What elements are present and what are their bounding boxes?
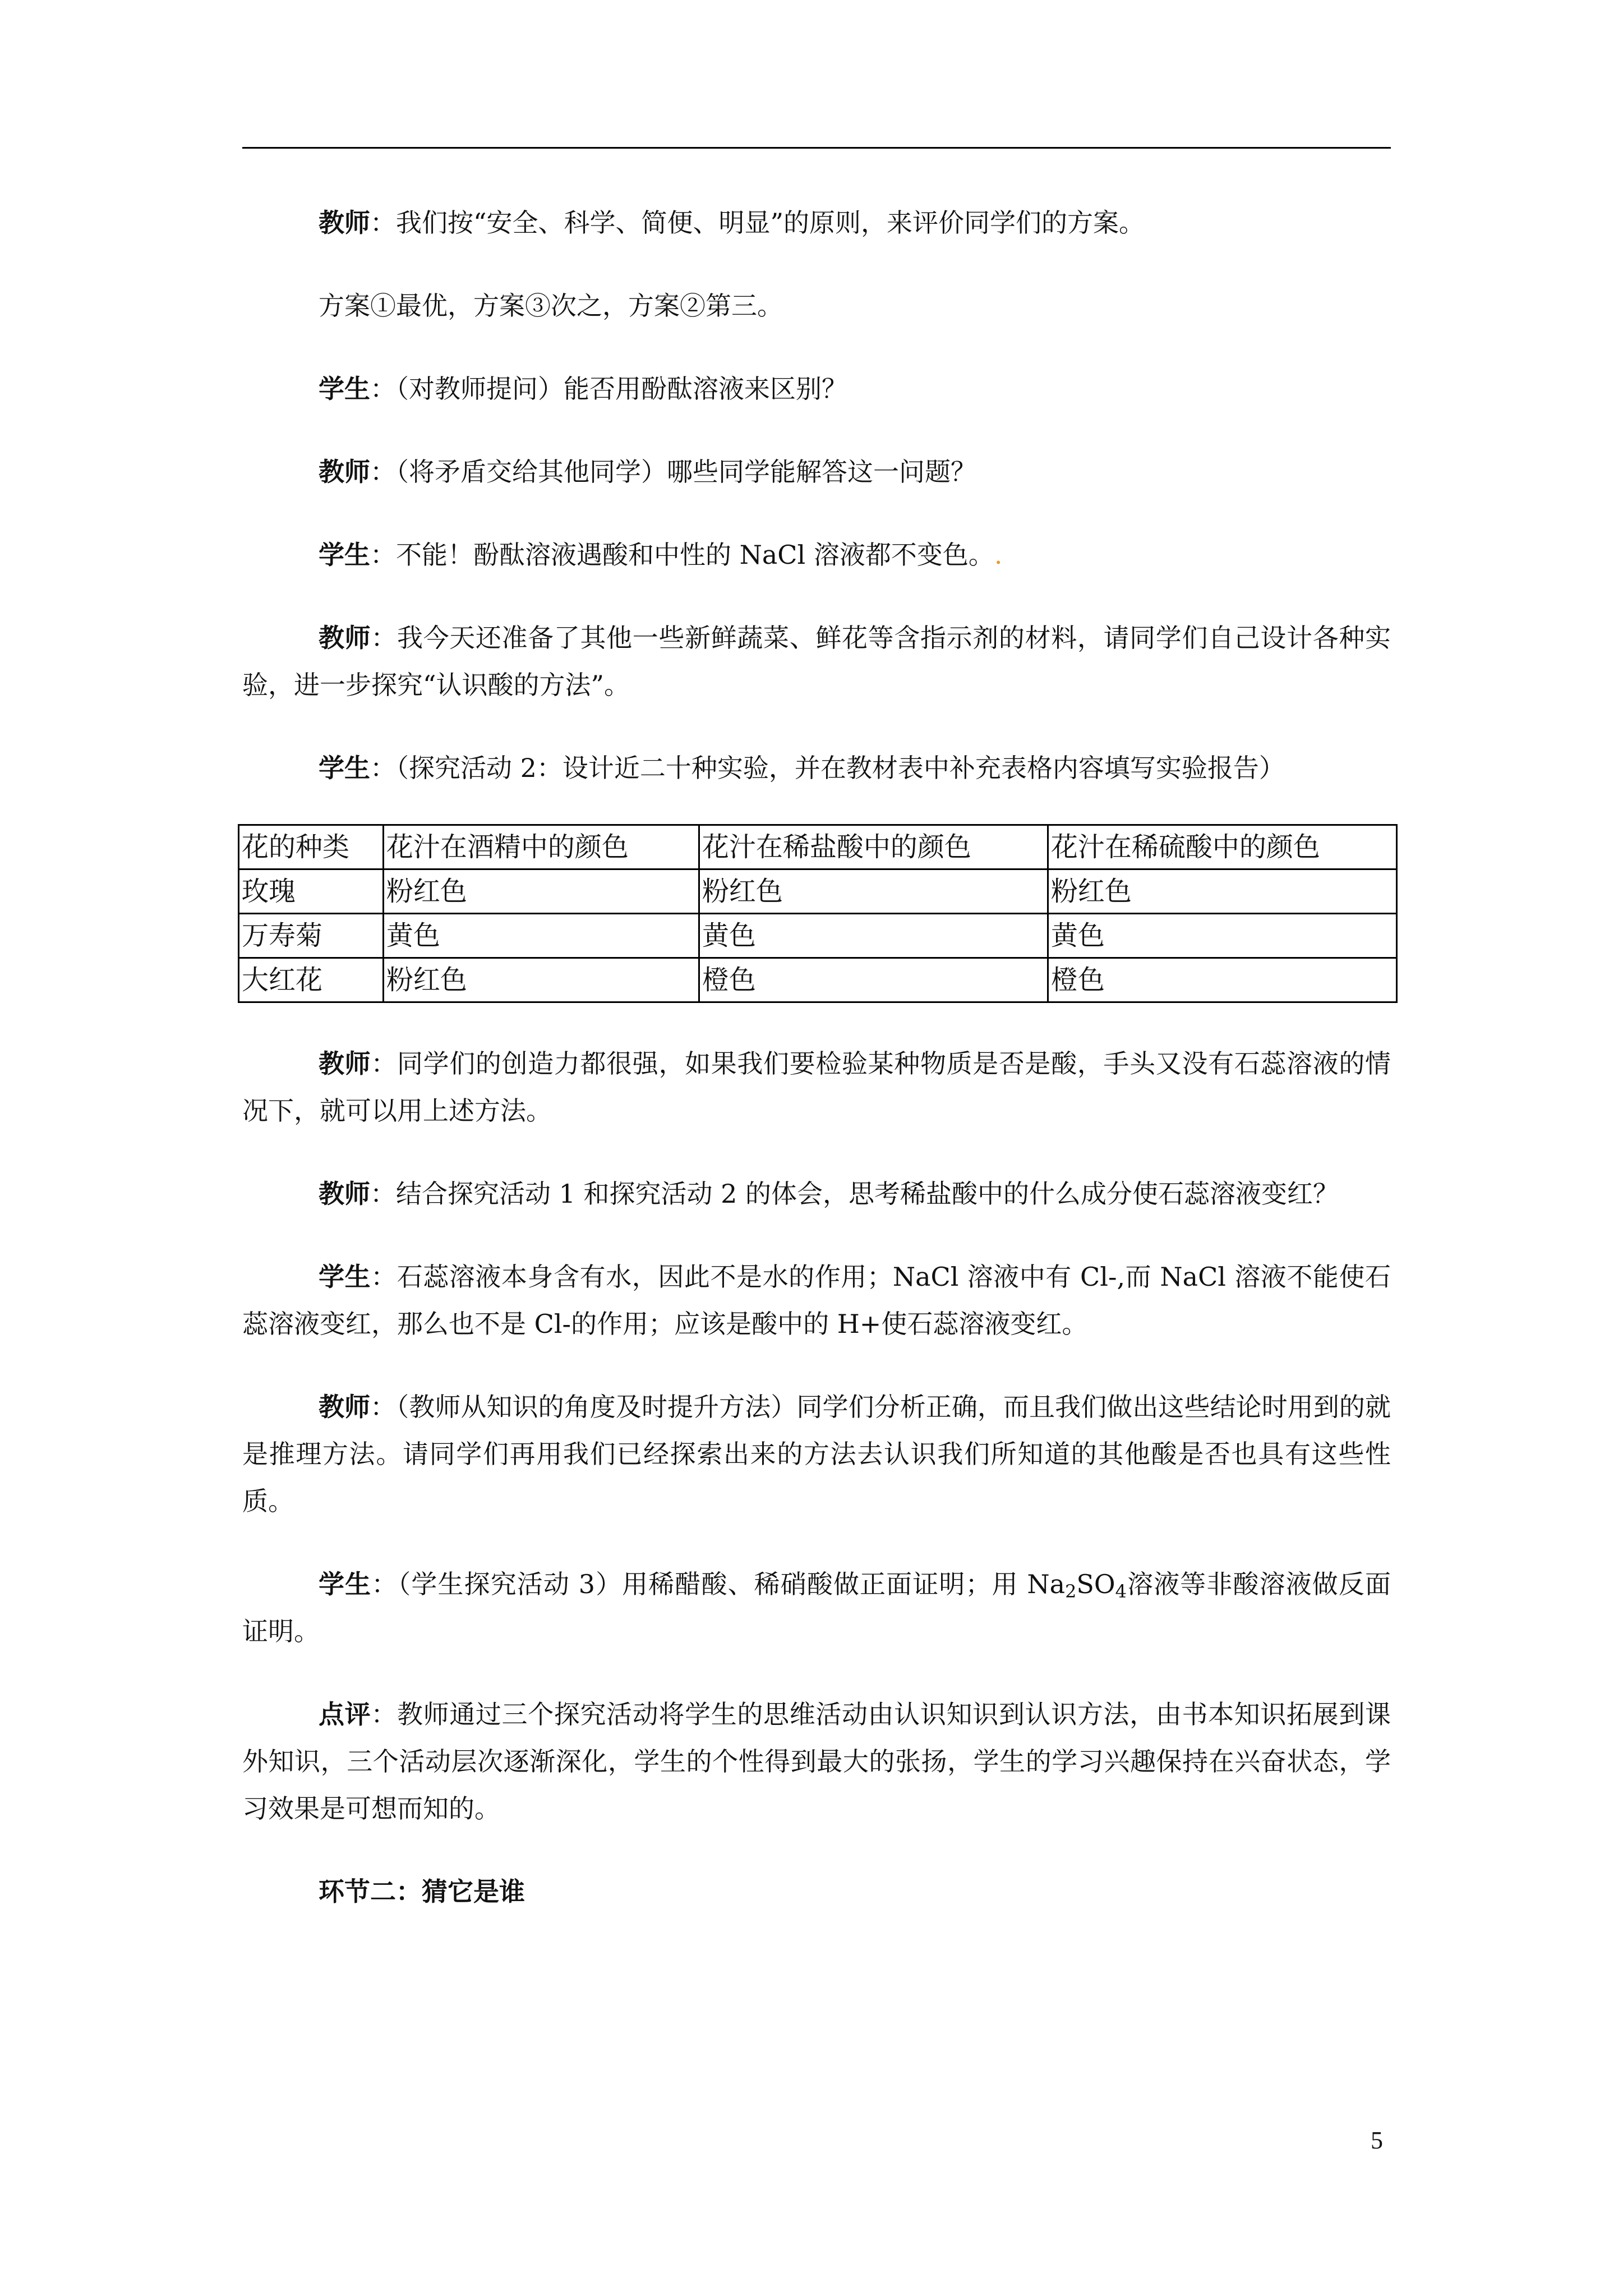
table-cell: 粉红色 (699, 869, 1048, 914)
subscript: 4 (1115, 1581, 1127, 1602)
table-cell: 黄色 (699, 914, 1048, 958)
document-body (242, 199, 1391, 1915)
formula-part: SO (1076, 1569, 1115, 1599)
speaker-label: 教师 (319, 623, 371, 653)
speaker-label: 教师 (319, 208, 370, 238)
table-row (239, 958, 1397, 1002)
paragraph-text: ：我们按“安全、科学、简便、明显”的原则，来评价同学们的方案。 (370, 208, 1145, 238)
speaker-label: 教师 (319, 1048, 371, 1079)
paragraph-3 (242, 365, 1391, 412)
table-header-cell: 花的种类 (239, 825, 384, 869)
speaker-label: 教师 (319, 1392, 371, 1422)
table-cell: 粉红色 (1048, 869, 1396, 914)
table-cell: 大红花 (239, 958, 384, 1002)
table-header-cell: 花汁在稀盐酸中的颜色 (699, 825, 1048, 869)
paragraph-text: ：（学生探究活动 3）用稀醋酸、稀硝酸做正面证明；用 Na (371, 1569, 1066, 1599)
paragraph-11 (242, 1383, 1391, 1525)
flower-color-table (238, 824, 1398, 1003)
table-cell: 万寿菊 (239, 914, 384, 958)
speaker-label: 学生 (319, 374, 370, 404)
speaker-label: 点评 (319, 1699, 371, 1729)
table-row (239, 869, 1397, 914)
table-cell: 橙色 (699, 958, 1048, 1002)
paragraph-text: ：我今天还准备了其他一些新鲜蔬菜、鲜花等含指示剂的材料，请同学们自己设计各种实验，进一步探究“认识酸的方法”。 (242, 623, 1391, 700)
table-header-row (239, 825, 1397, 869)
section-heading: 环节二：猜它是谁 (319, 1876, 525, 1907)
paragraph-1 (242, 199, 1391, 246)
paragraph-4 (242, 448, 1391, 495)
table-cell: 黄色 (383, 914, 699, 958)
paragraph-6 (242, 614, 1391, 708)
speaker-label: 教师 (319, 457, 370, 487)
table-row (239, 914, 1397, 958)
header-rule (242, 147, 1391, 149)
paragraph-text: ：（教师从知识的角度及时提升方法）同学们分析正确，而且我们做出这些结论时用到的就是推理方法。请同学们再用我们已经探索出来的方法去认识我们所知道的其他酸是否也具有这些性质。 (242, 1392, 1391, 1516)
paragraph-text: ：同学们的创造力都很强，如果我们要检验某种物质是否是酸，手头又没有石蕊溶液的情况下，就可以用上述方法。 (242, 1048, 1391, 1126)
paragraph-text: ：教师通过三个探究活动将学生的思维活动由认识知识到认识方法，由书本知识拓展到课外知识，三个活动层次逐渐深化，学生的个性得到最大的张扬，学生的学习兴趣保持在兴奋状态，学习效果是可想而知的。 (242, 1699, 1391, 1824)
comment-paragraph (242, 1691, 1391, 1832)
table-header-cell: 花汁在稀硫酸中的颜色 (1048, 825, 1396, 869)
paragraph-9 (242, 1170, 1391, 1217)
paragraph-8 (242, 1040, 1391, 1134)
table-cell: 黄色 (1048, 914, 1396, 958)
paragraph-text: 溶液等非酸溶液做反面证明。 (242, 1569, 1391, 1646)
paragraph-5 (242, 531, 1391, 578)
paragraph-text: ：（将矛盾交给其他同学）哪些同学能解答这一问题？ (370, 457, 976, 487)
paragraph-text: 方案①最优，方案③次之，方案②第三。 (319, 291, 783, 321)
speaker-label: 学生 (319, 1262, 371, 1292)
subscript: 2 (1065, 1581, 1077, 1602)
paragraph-2 (242, 282, 1391, 329)
paragraph-12 (242, 1561, 1391, 1655)
paragraph-7 (242, 744, 1391, 792)
paragraph-text: ：结合探究活动 1 和探究活动 2 的体会，思考稀盐酸中的什么成分使石蕊溶液变红？ (370, 1179, 1339, 1209)
page-number: 5 (1371, 2127, 1383, 2154)
speaker-label: 学生 (319, 753, 370, 783)
stray-dot: . (994, 540, 1003, 570)
paragraph-text: ：不能！酚酞溶液遇酸和中性的 NaCl 溶液都不变色。 (370, 540, 994, 570)
speaker-label: 教师 (319, 1179, 370, 1209)
speaker-label: 学生 (319, 1569, 372, 1599)
paragraph-10 (242, 1253, 1391, 1347)
table-cell: 粉红色 (383, 869, 699, 914)
speaker-label: 学生 (319, 540, 370, 570)
table-cell: 粉红色 (383, 958, 699, 1002)
table-header-cell: 花汁在酒精中的颜色 (383, 825, 699, 869)
paragraph-text: ：（探究活动 2：设计近二十种实验，并在教材表中补充表格内容填写实验报告） (370, 753, 1285, 783)
paragraph-text: ：（对教师提问）能否用酚酞溶液来区别？ (370, 374, 847, 404)
table-cell: 玫瑰 (239, 869, 384, 914)
paragraph-text: ：石蕊溶液本身含有水，因此不是水的作用；NaCl 溶液中有 Cl-,而 NaCl 溶液不能使石蕊溶液变红，那么也不是 Cl-的作用；应该是酸中的 H+使石蕊溶液变红。 (242, 1262, 1391, 1339)
table-cell: 橙色 (1048, 958, 1396, 1002)
